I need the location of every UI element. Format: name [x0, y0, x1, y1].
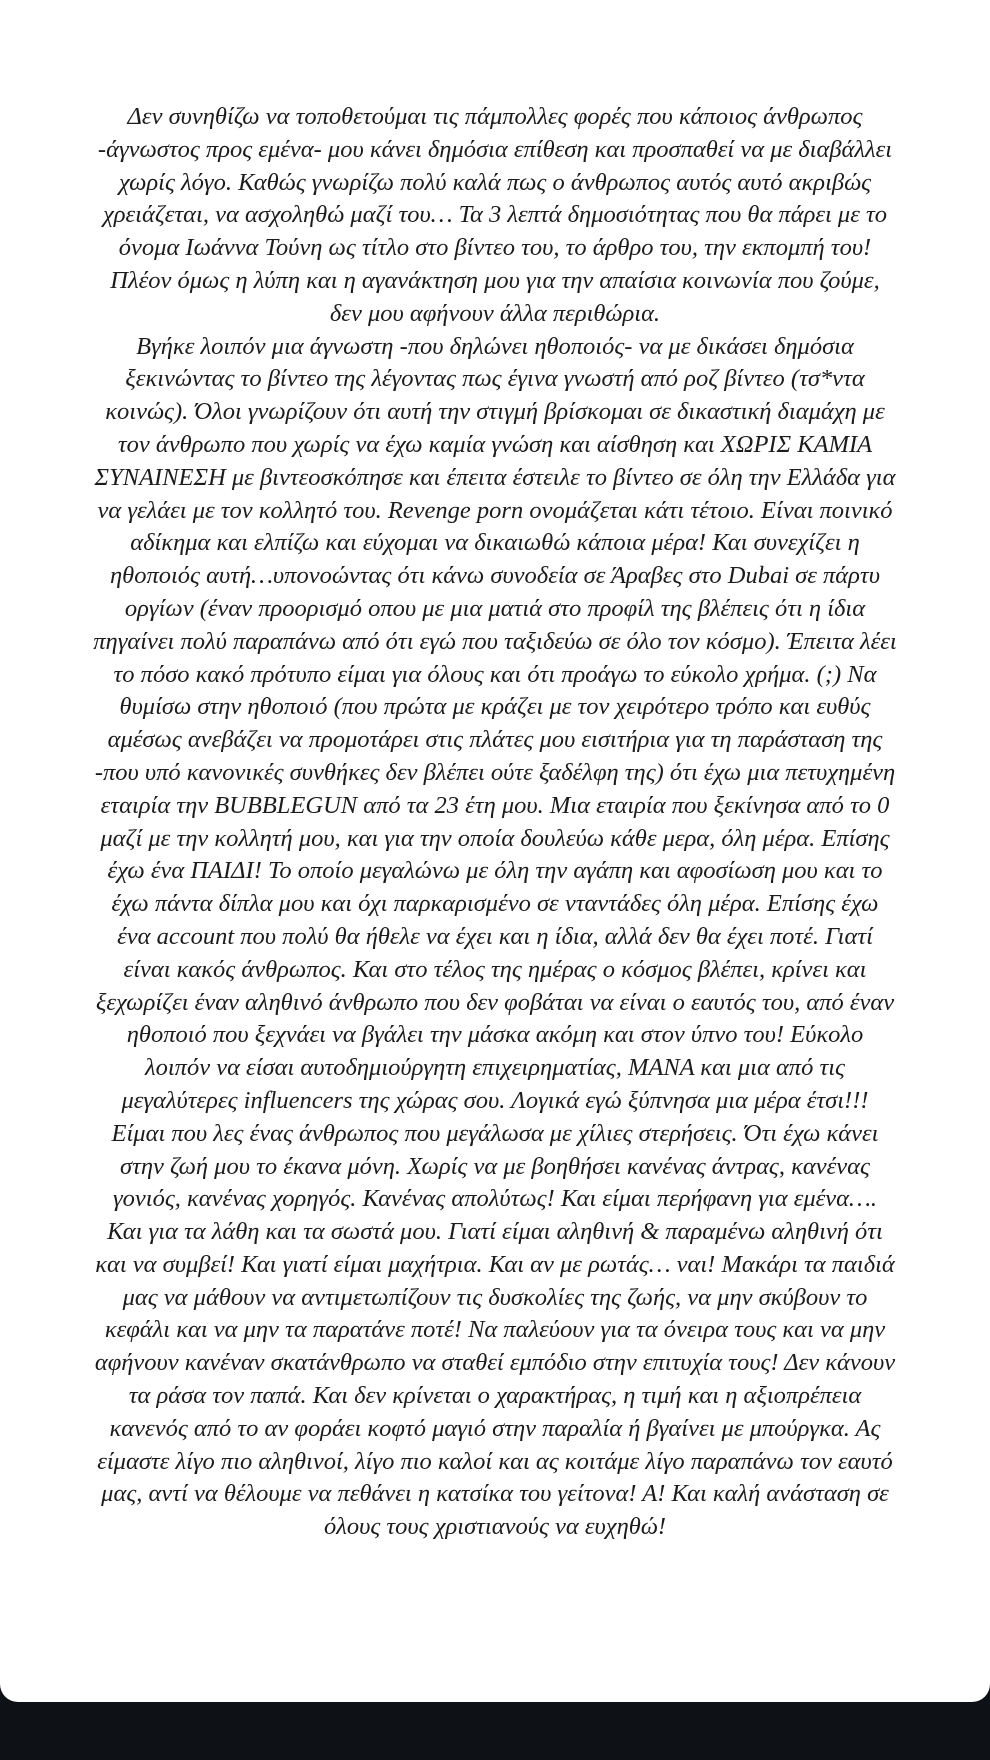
letter-line: στην ζωή μου το έκανα μόνη. Χωρίς να με βοηθήσει κανένας άντρας, κανένας — [120, 1152, 870, 1180]
letter-line: ξεχωρίζει έναν αληθινό άνθρωπο που δεν φοβάται να είναι ο εαυτός του, από έναν — [95, 988, 895, 1016]
letter-line: μας, αντί να θέλουμε να πεθάνει η κατσίκα του γείτονα! Α! Και καλή ανάσταση σε — [101, 1480, 889, 1508]
letter-line: Δεν συνηθίζω να τοποθετούμαι τις πάμπολλες φορές που κάποιος άνθρωπος — [127, 103, 863, 130]
letter-line: εταιρία την BUBBLEGUN από τα 23 έτη μου. Μια εταιρία που ξεκίνησα από το 0 — [100, 791, 890, 819]
letter-line: όνομα Ιωάννα Τούνη ως τίτλο στο βίντεο του, το άρθρο του, την εκπομπή του! — [118, 234, 872, 262]
letter-line: Είμαι που λες ένας άνθρωπος που μεγάλωσα με χίλιες στερήσεις. Ότι έχω κάνει — [111, 1119, 879, 1147]
letter-line: κοινώς). Όλοι γνωρίζουν ότι αυτή την στιγμή βρίσκομαι σε δικαστική διαμάχη με — [105, 398, 885, 426]
letter-line: χωρίς λόγο. Καθώς γνωρίζω πολύ καλά πως ο άνθρωπος αυτός αυτό ακριβώς — [118, 168, 872, 196]
letter-line: δεν μου αφήνουν άλλα περιθώρια. — [329, 299, 661, 327]
letter-line: πηγαίνει πολύ παραπάνω από ότι εγώ που ταξιδεύω σε όλο τον κόσμο). Έπειτα λέει — [93, 627, 897, 655]
letter-line: το πόσο κακό πρότυπο είμαι για όλους και ότι προάγω το εύκολο χρήμα. (;) Να — [113, 660, 877, 688]
letter-line: μεγαλύτερες influencers της χώρας σου. Λογικά εγώ ξύπνησα μια μέρα έτσι!!! — [121, 1086, 869, 1114]
letter-line: -άγνωστος προς εμένα- μου κάνει δημόσια επίθεση και προσπαθεί να με διαβάλλει — [97, 135, 893, 163]
letter-line: Και για τα λάθη και τα σωστά μου. Γιατί είμαι αληθινή & παραμένω αληθινή ότι — [107, 1218, 883, 1246]
letter-line: είναι κακός άνθρωπος. Και στο τέλος της ημέρας ο κόσμος βλέπει, κρίνει και — [123, 955, 867, 983]
letter-line: λοιπόν να είσαι αυτοδημιούργητη επιχειρηματίας, ΜΑΝΑ και μια από τις — [145, 1054, 845, 1082]
letter-line: κεφάλι και να μην τα παρατάνε ποτέ! Να παλεύουν για τα όνειρα τους και να μην — [104, 1316, 886, 1344]
letter-text — [0, 101, 990, 1544]
letter-line: έχω ένα ΠΑΙΔΙ! Το οποίο μεγαλώνω με όλη την αγάπη και αφοσίωση μου και το — [107, 857, 883, 885]
page-background-strip — [0, 1702, 990, 1760]
letter-line: αφήνουν κανέναν σκατάνθρωπο να σταθεί εμπόδιο στην επιτυχία τους! Δεν κάνουν — [94, 1349, 896, 1377]
letter-line: τον άνθρωπο που χωρίς να έχω καμία γνώση και αίσθηση και ΧΩΡΙΣ ΚΑΜΙΑ — [117, 430, 873, 458]
letter-line: μας να μάθουν να αντιμετωπίζουν τις δυσκολίες της ζωής, να μην σκύβουν το — [122, 1283, 868, 1311]
letter-line: αδίκημα και ελπίζω και εύχομαι να δικαιωθώ κάποια μέρα! Και συνεχίζει η — [130, 529, 860, 557]
letter-line: τα ράσα τον παπά. Και δεν κρίνεται ο χαρακτήρας, η τιμή και η αξιοπρέπεια — [128, 1382, 862, 1410]
letter-line: κανενός από το αν φοράει κοφτό μαγιό στην παραλία ή βγαίνει με μπούργκα. Ας — [109, 1414, 881, 1442]
letter-line: ΣΥΝΑΙΝΕΣΗ με βιντεοσκόπησε και έπειτα έστειλε το βίντεο σε όλη την Ελλάδα για — [94, 463, 896, 491]
letter-line: θυμίσω στην ηθοποιό (που πρώτα με κράζει με τον χειρότερο τρόπο και ευθύς — [119, 693, 871, 721]
letter-line: και να συμβεί! Και γιατί είμαι μαχήτρια. Και αν με ρωτάς… ναι! Μακάρι τα παιδιά — [95, 1250, 895, 1278]
letter-line: έχω πάντα δίπλα μου και όχι παρκαρισμένο σε νταντάδες όλη μέρα. Επίσης έχω — [111, 890, 879, 918]
letter-line: γονιός, κανένας χορηγός. Κανένας απολύτως! Και είμαι περήφανη για εμένα…. — [113, 1185, 877, 1213]
letter-line: οργίων (έναν προορισμό οπου με μια ματιά στο προφίλ της βλέπεις ότι η ίδια — [124, 594, 866, 622]
letter-line: είμαστε λίγο πιο αληθινοί, λίγο πιο καλοί και ας κοιτάμε λίγο παραπάνω τον εαυτό — [97, 1447, 893, 1475]
letter-line: ένα account που πολύ θα ήθελε να έχει και η ίδια, αλλά δεν θα έχει ποτέ. Γιατί — [117, 922, 873, 950]
letter-line: -που υπό κανονικές συνθήκες δεν βλέπει ούτε ξαδέλφη της) ότι έχω μια πετυχημένη — [94, 758, 896, 786]
letter-line: ηθοποιός αυτή…υπονοώντας ότι κάνω συνοδεία σε Άραβες στο Dubai σε πάρτυ — [110, 562, 880, 590]
letter-line: μαζί με την κολλητή μου, και για την οποία δουλεύω κάθε μερα, όλη μέρα. Επίσης — [100, 824, 890, 852]
letter-line: Πλέον όμως η λύπη και η αγανάκτηση μου για την απαίσια κοινωνία που ζούμε, — [110, 266, 880, 294]
letter-line: ξεκινώντας το βίντεο της λέγοντας πως έγινα γνωστή από ροζ βίντεο (τσ*ντα — [125, 365, 865, 393]
letter-line: ηθοποιό που ξεχνάει να βγάλει την μάσκα ακόμη και στον ύπνο του! Εύκολο — [126, 1021, 864, 1049]
letter-line: αμέσως ανεβάζει να προμοτάρει στις πλάτες μου εισιτήρια για τη παράσταση της — [107, 726, 883, 754]
letter-line: χρειάζεται, να ασχοληθώ μαζί του… Τα 3 λεπτά δημοσιότητας που θα πάρει με το — [102, 201, 888, 229]
letter-line: Βγήκε λοιπόν μια άγνωστη -που δηλώνει ηθοποιός- να με δικάσει δημόσια — [136, 332, 854, 360]
letter-line: όλους τους χριστιανούς να ευχηθώ! — [323, 1513, 667, 1541]
letter-line: να γελάει με τον κολλητό του. Revenge porn ονομάζεται κάτι τέτοιο. Είναι ποινικό — [97, 496, 893, 524]
